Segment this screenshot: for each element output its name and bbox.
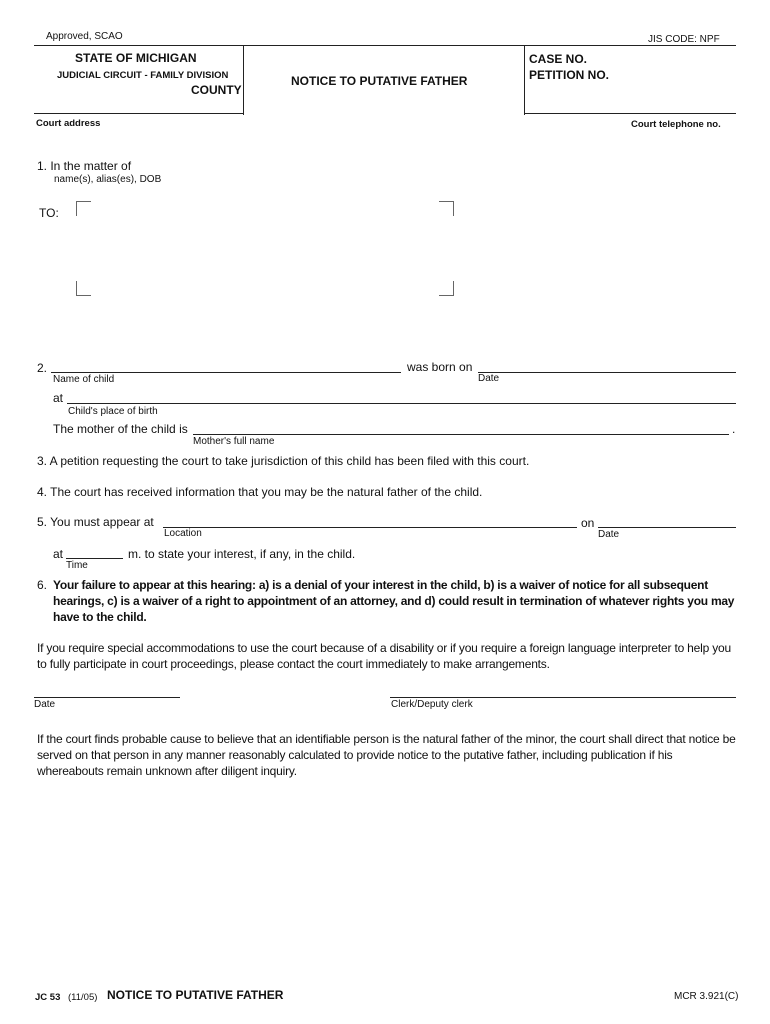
at-label: at (53, 391, 64, 405)
court-address-label: Court address (36, 118, 101, 129)
petition-no-label: PETITION NO. (529, 68, 610, 82)
county-label: COUNTY (191, 83, 242, 97)
hearing-date-caption: Date (598, 529, 620, 540)
item2-number: 2. (37, 361, 48, 375)
mothers-full-name-caption: Mother's full name (193, 436, 275, 447)
to-label: TO: (39, 206, 59, 220)
court-rule: MCR 3.921(C) (674, 991, 739, 1002)
court-telephone-label: Court telephone no. (631, 119, 721, 130)
mother-name-field[interactable] (193, 434, 729, 435)
approved-label: Approved, SCAO (46, 31, 123, 42)
footer-title: NOTICE TO PUTATIVE FATHER (107, 988, 284, 1002)
hearing-location-field[interactable] (163, 527, 577, 528)
on-label: on (581, 516, 595, 530)
at-time-label: at (53, 547, 64, 561)
name-of-child-caption: Name of child (53, 374, 115, 385)
birth-date-field[interactable] (478, 372, 736, 373)
birth-date-caption: Date (478, 373, 500, 384)
form-id: JC 53 (35, 992, 61, 1003)
mother-period: . (732, 422, 736, 436)
item5-label: 5. You must appear at (37, 515, 154, 529)
form-title: NOTICE TO PUTATIVE FATHER (291, 74, 468, 88)
item4-text: 4. The court has received information that you may be the natural father of the child. (37, 485, 483, 499)
form-revision: (11/05) (68, 992, 98, 1003)
item6-number: 6. (37, 578, 48, 592)
jis-code: JIS CODE: NPF (648, 34, 720, 45)
state-name: STATE OF MICHIGAN (75, 51, 197, 65)
hearing-date-field[interactable] (598, 527, 736, 528)
signature-date-caption: Date (34, 699, 56, 710)
hearing-time-field[interactable] (66, 558, 123, 559)
place-of-birth-caption: Child's place of birth (68, 406, 158, 417)
time-caption: Time (66, 560, 88, 571)
state-interest-text: m. to state your interest, if any, in the child. (128, 547, 356, 561)
in-the-matter-sublabel: name(s), alias(es), DOB (54, 174, 162, 185)
item6-warning: Your failure to appear at this hearing: a) is a denial of your interest in the child, b) is a waiver of notice for all subsequent hearings, c) is a waiver of a right to appointment of an attorney, and d) could result in termination of whatever rights you may have to the child. (53, 578, 735, 624)
clerk-caption: Clerk/Deputy clerk (391, 699, 473, 710)
probable-cause-text: If the court finds probable cause to believe that an identifiable person is the natural father of the minor, the court shall direct that notice be served on that person in any manner reasonably calculated to provide notice to the putative father, including publication if his whereabouts remain unknown after diligent inquiry. (37, 732, 736, 778)
mother-label: The mother of the child is (53, 422, 188, 436)
location-caption: Location (164, 528, 202, 539)
was-born-on-label: was born on (407, 360, 473, 374)
place-of-birth-field[interactable] (67, 403, 736, 404)
accommodations-notice: If you require special accommodations to use the court because of a disability or if you require a foreign language interpreter to help you to fully participate in court proceedings, please contact the court immediately to make arrangements. (37, 641, 731, 671)
signature-date-field[interactable] (34, 697, 180, 698)
judicial-circuit: JUDICIAL CIRCUIT - FAMILY DIVISION (57, 70, 229, 81)
in-the-matter-label: 1. In the matter of (37, 159, 132, 173)
item3-text: 3. A petition requesting the court to take jurisdiction of this child has been filed with this court. (37, 454, 530, 468)
case-no-label: CASE NO. (529, 52, 588, 66)
clerk-signature-field[interactable] (390, 697, 736, 698)
child-name-field[interactable] (51, 372, 401, 373)
